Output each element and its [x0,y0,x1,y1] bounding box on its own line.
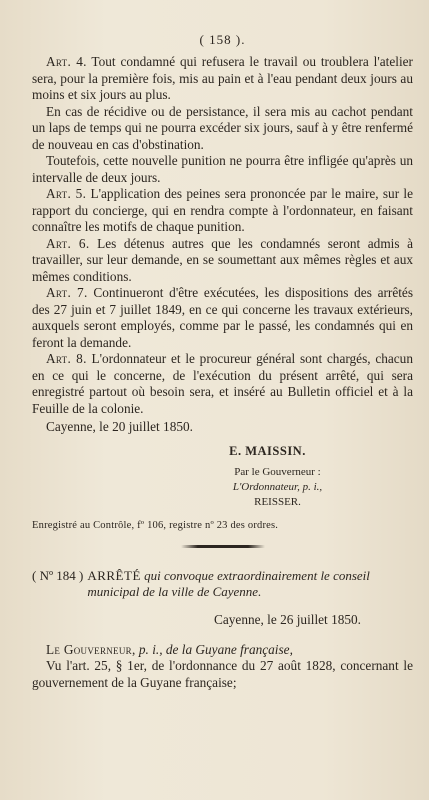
article-text: Les détenus autres que les condamnés seront admis à travailler, sur leur demande, en se soumettant aux mêmes règles et aux mêmes conditions. [32,235,413,284]
article-text: Tout condamné qui refusera le travail ou troublera l'atelier sera, pour la première fois, mis au pain et à l'eau pendant deux jours au moins et six jours au plus. [32,54,413,102]
arrete-title-head: ARRÊTÉ [87,567,141,583]
ordonnateur-line: L'Ordonnateur, p. i., [232,480,323,493]
article-4-toutefois: Toutefois, cette nouvelle punition ne pourra être infligée qu'après un intervalle de deux jours. [32,153,413,185]
article-5 [32,186,413,236]
article-text: L'application des peines sera prononcée par le maire, sur le rapport du concierge, qui en rendra compte à l'ordonnateur, en faisant connaître les motifs de chaque punition. [32,186,413,234]
article-4 [32,54,413,104]
for-governor-line: Par le Gouverneur : [234,465,321,478]
registration-note: Enregistré au Contrôle, fº 106, registre nº 23 des ordres. [32,519,279,531]
article-6 [32,236,413,286]
article-label: Art. 5. [46,186,87,201]
arrete-date: Cayenne, le 26 juillet 1850. [214,611,361,627]
article-label: Art. 4. [46,54,87,69]
arrete-considerant: Vu l'art. 25, § 1er, de l'ordonnance du 27 août 1828, concernant le gouvernement de la Guyane française; [32,658,413,690]
governor-label: Le Gouverneur, [46,641,136,657]
article-4-recidive: En cas de récidive ou de persistance, il sera mis au cachot pendant un laps de temps qui ne pourra excéder six jours, sauf à y être renfermé de nouveau en cas d'obstination. [32,103,413,152]
article-label: Art. 6. [46,235,90,251]
article-text: L'ordonnateur et le procureur général sont chargés, chacun en ce qui le concerne, de l'exécution du présent arrêté, qui sera enregistré partout où besoin sera, et inséré au Bulletin officiel et à la Feuille de la colonie. [32,351,413,416]
signer-name: E. MAISSIN. [229,443,306,458]
signature-date: Cayenne, le 20 juillet 1850. [46,419,193,434]
article-label: Art. 7. [46,285,88,300]
arrete-heading [32,568,413,600]
arrete-intro [32,642,413,659]
section-divider [181,545,265,548]
intro-text: p. i., de la Guyane française, [138,641,293,657]
article-label: Art. 8. [46,351,87,366]
page-number: ( 158 ). [199,32,246,47]
article-7 [32,285,413,351]
arrete-title [87,568,413,600]
arrete-number: ( Nº 184 ) [32,567,84,583]
article-text: Continueront d'être exécutées, les dispositions des arrêtés des 27 juin et 7 juillet 1849, en ce qui concerne les travaux extérieurs, auxquels seront employés, comme par le passé, les condamnés qui en feront la demande. [32,285,413,350]
article-8 [32,351,413,417]
countersigner-name: REISSER. [254,495,301,508]
arrete-title-rest: qui convoque extraordinairement le conseil municipal de la ville de Cayenne. [87,567,370,599]
